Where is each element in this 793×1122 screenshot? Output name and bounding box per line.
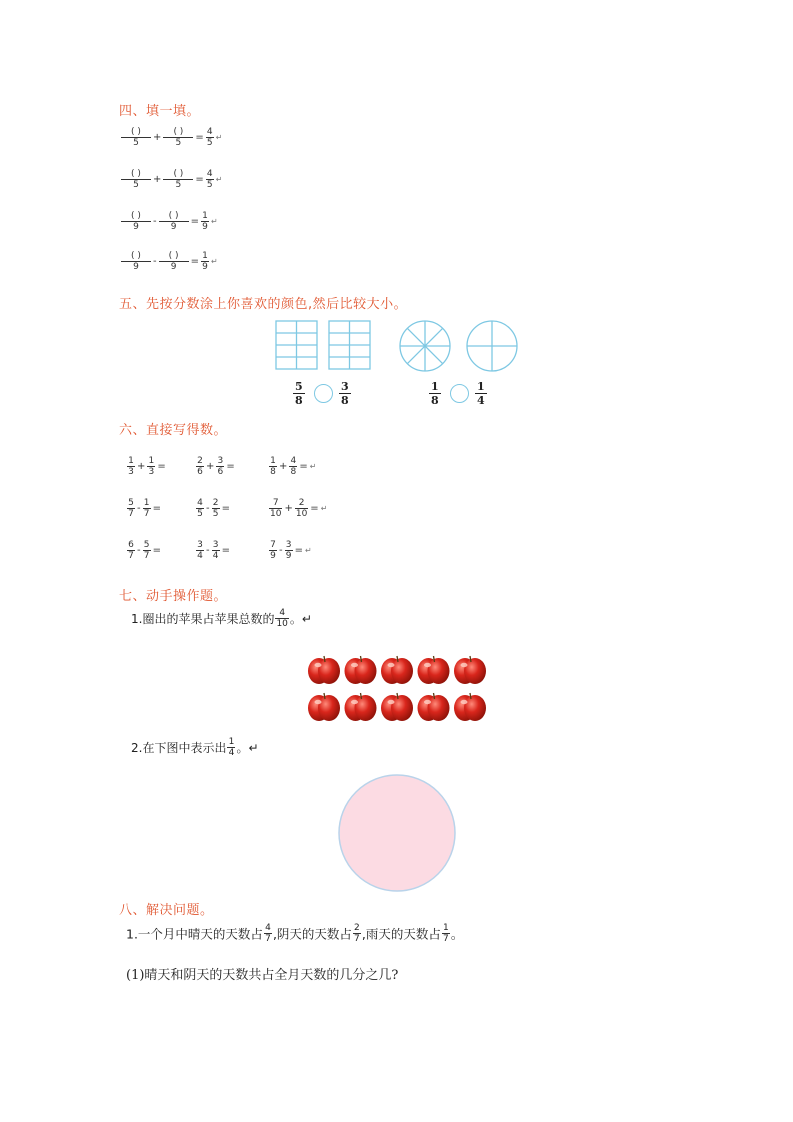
blank-fraction[interactable]: $\frac{( )}{5}$ <box>121 169 151 190</box>
calc-item: $\frac{7}{9}$ - $\frac{3}{9}$ = ↵ <box>270 540 312 561</box>
section4-title: 四、填一填。 <box>119 104 201 119</box>
apple-icon[interactable] <box>454 693 486 721</box>
weather-question: 1.一个月中晴天的天数占 $\frac{4}{7}$ ,阴天的天数占 $\frac{2}{7}$ ,雨天的天数占 $\frac{1}{7}$ 。 <box>126 923 464 944</box>
operand-fraction: $\frac{7}{10}$ <box>270 498 282 519</box>
compare-left-fraction-2: $\frac{1}{8}$ <box>431 380 439 407</box>
operand-fraction: $\frac{1}{8}$ <box>270 456 276 477</box>
blank-fraction[interactable]: $\frac{( )}{5}$ <box>121 127 151 148</box>
apple-icon[interactable] <box>308 656 340 684</box>
apple-icon[interactable] <box>345 656 377 684</box>
circle-eighths-shape <box>400 321 450 371</box>
fraction-shapes <box>270 318 530 376</box>
blank-fraction[interactable]: $\frac{( )}{9}$ <box>159 211 189 232</box>
fill-blank-row: $\frac{( )}{5}$ + $\frac{( )}{5}$ = $\frac{4}{5}$ ↵ <box>120 169 222 195</box>
apple-icon[interactable] <box>381 693 413 721</box>
apple-icon[interactable] <box>418 693 450 721</box>
operand-fraction: $\frac{6}{7}$ <box>128 540 134 561</box>
calc-item: $\frac{6}{7}$ - $\frac{5}{7}$ = <box>128 540 161 561</box>
operand-fraction: $\frac{2}{6}$ <box>197 456 203 477</box>
operand-fraction: $\frac{1}{7}$ <box>143 498 150 519</box>
sunny-fraction: $\frac{4}{7}$ <box>265 923 271 944</box>
apple-question: 1.圈出的苹果占苹果总数的 $\frac{4}{10}$ 。↵ <box>131 608 312 629</box>
apple-icon[interactable] <box>381 656 413 684</box>
rainy-fraction: $\frac{1}{7}$ <box>443 923 449 944</box>
operand-fraction: $\frac{1}{3}$ <box>128 456 134 477</box>
apple-grid <box>305 652 490 726</box>
cloudy-fraction: $\frac{2}{7}$ <box>354 923 360 944</box>
calc-item: $\frac{7}{10}$ + $\frac{2}{10}$ = ↵ <box>270 498 328 519</box>
fill-blank-row: $\frac{( )}{5}$ + $\frac{( )}{5}$ = $\frac{4}{5}$ ↵ <box>120 127 222 153</box>
operand-fraction: $\frac{4}{8}$ <box>290 456 297 477</box>
calc-item: $\frac{4}{5}$ - $\frac{2}{5}$ = <box>197 498 230 519</box>
operand-fraction: $\frac{2}{10}$ <box>295 498 308 519</box>
blank-fraction[interactable]: $\frac{( )}{5}$ <box>163 169 193 190</box>
fill-blank-row: $\frac{( )}{9}$ - $\frac{( )}{9}$ = $\frac{1}{9}$ ↵ <box>120 251 218 277</box>
calc-item: $\frac{5}{7}$ - $\frac{1}{7}$ = <box>128 498 161 519</box>
result-fraction: $\frac{1}{9}$ <box>202 251 208 272</box>
grid-shape-left <box>276 321 317 369</box>
operand-fraction: $\frac{2}{5}$ <box>212 498 219 519</box>
apple-icon[interactable] <box>454 656 486 684</box>
blank-fraction[interactable]: $\frac{( )}{9}$ <box>159 251 189 272</box>
circle-fraction: $\frac{1}{4}$ <box>228 737 235 758</box>
section8-title: 八、解决问题。 <box>119 903 214 918</box>
operand-fraction: $\frac{5}{7}$ <box>128 498 134 519</box>
blank-fraction[interactable]: $\frac{( )}{5}$ <box>163 127 193 148</box>
operand-fraction: $\frac{3}{4}$ <box>197 540 203 561</box>
grid-shape-right <box>329 321 370 369</box>
fill-blank-row: $\frac{( )}{9}$ - $\frac{( )}{9}$ = $\frac{1}{9}$ ↵ <box>120 211 218 237</box>
compare-left-fraction-1: $\frac{5}{8}$ <box>295 380 303 407</box>
operand-fraction: $\frac{7}{9}$ <box>270 540 276 561</box>
pink-circle-shape[interactable] <box>336 773 458 895</box>
operand-fraction: $\frac{3}{9}$ <box>285 540 292 561</box>
calc-item: $\frac{2}{6}$ + $\frac{3}{6}$ = <box>197 456 235 477</box>
apple-fraction: $\frac{4}{10}$ <box>276 608 288 629</box>
blank-fraction[interactable]: $\frac{( )}{9}$ <box>121 211 151 232</box>
blank-fraction[interactable]: $\frac{( )}{9}$ <box>121 251 151 272</box>
calc-item: $\frac{3}{4}$ - $\frac{3}{4}$ = <box>197 540 230 561</box>
operand-fraction: $\frac{3}{6}$ <box>217 456 224 477</box>
circle-question: 2.在下图中表示出 $\frac{1}{4}$ 。↵ <box>131 737 259 758</box>
calc-item: $\frac{1}{8}$ + $\frac{4}{8}$ = ↵ <box>270 456 317 477</box>
section7-title: 七、动手操作题。 <box>119 589 228 604</box>
section5-title: 五、先按分数涂上你喜欢的颜色,然后比较大小。 <box>119 297 408 312</box>
operand-fraction: $\frac{3}{4}$ <box>212 540 219 561</box>
compare-right-fraction-2: $\frac{1}{4}$ <box>477 380 485 407</box>
result-fraction: $\frac{4}{5}$ <box>206 127 213 148</box>
result-fraction: $\frac{4}{5}$ <box>206 169 213 190</box>
operand-fraction: $\frac{4}{5}$ <box>197 498 203 519</box>
apple-icon[interactable] <box>418 656 450 684</box>
compare-right-fraction-1: $\frac{3}{8}$ <box>341 380 349 407</box>
operand-fraction: $\frac{5}{7}$ <box>143 540 150 561</box>
calc-item: $\frac{1}{3}$ + $\frac{1}{3}$ = <box>128 456 166 477</box>
compare-circle-1[interactable] <box>314 384 333 403</box>
compare-circle-2[interactable] <box>450 384 469 403</box>
circle-quarters-shape <box>467 321 517 371</box>
weather-subquestion-1: (1)晴天和阴天的天数共占全月天数的几分之几? <box>126 968 399 983</box>
section6-title: 六、直接写得数。 <box>119 423 228 438</box>
apple-icon[interactable] <box>345 693 377 721</box>
operand-fraction: $\frac{1}{3}$ <box>148 456 155 477</box>
apple-icon[interactable] <box>308 693 340 721</box>
result-fraction: $\frac{1}{9}$ <box>202 211 208 232</box>
